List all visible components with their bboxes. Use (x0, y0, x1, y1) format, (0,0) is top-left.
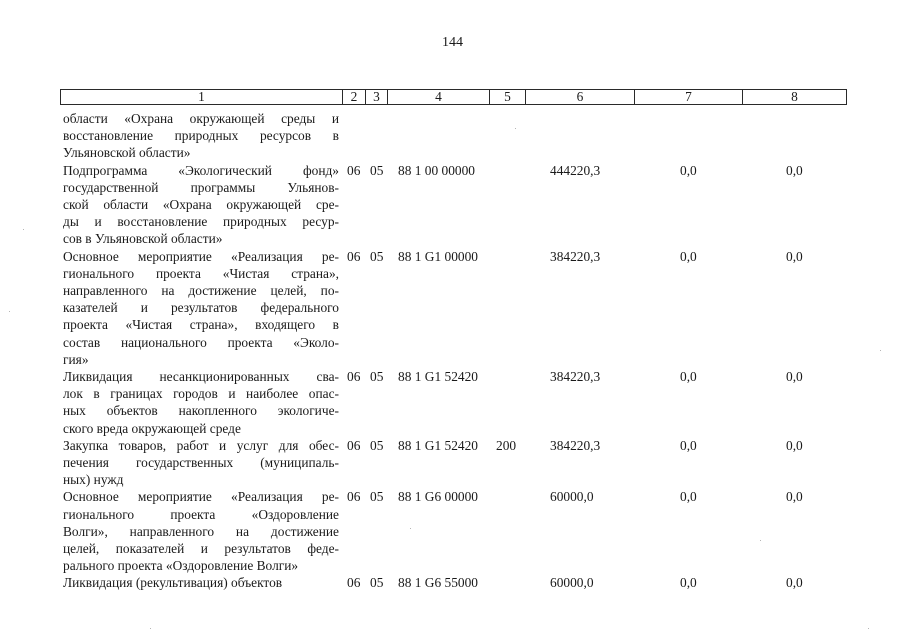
cell-col-6: 444220,3 (550, 162, 601, 178)
row-description (63, 574, 339, 591)
cell-col-7: 0,0 (680, 489, 697, 505)
cell-col-3: 05 (370, 248, 384, 264)
description-line: направленного на достижение целей, по- (63, 282, 339, 298)
cell-col-3: 05 (370, 489, 384, 505)
cell-col-6: 60000,0 (550, 489, 594, 505)
table-row (0, 574, 905, 591)
cell-col-7: 0,0 (680, 248, 697, 264)
header-col-3: 3 (373, 89, 380, 104)
table-row (0, 488, 905, 574)
table-row (0, 110, 905, 162)
cell-col-8: 0,0 (786, 248, 803, 264)
table-row (0, 437, 905, 489)
description-line: лок в границах городов и наиболее опас- (63, 386, 339, 402)
header-col-6: 6 (576, 89, 584, 104)
description-line: Основное мероприятие «Реализация ре- (63, 489, 339, 505)
header-col-2: 2 (350, 89, 358, 104)
header-col-4: 4 (435, 89, 442, 104)
description-line: целей, показателей и результатов феде- (63, 540, 339, 556)
cell-col-7: 0,0 (680, 575, 697, 591)
page-number: 144 (442, 35, 463, 50)
scan-speck (150, 628, 151, 629)
row-description (63, 437, 339, 489)
row-description (63, 368, 339, 437)
description-line: ской области «Охрана окружающей сре- (63, 196, 339, 212)
description-line: Основное мероприятие «Реализация ре- (63, 248, 339, 264)
description-line: Подпрограмма «Экологический фонд» (63, 162, 339, 178)
description-line: Ульяновской области» (63, 145, 191, 161)
cell-col-6: 384220,3 (550, 437, 601, 453)
cell-col-7: 0,0 (680, 162, 697, 178)
cell-col-3: 05 (370, 575, 384, 591)
row-description (63, 110, 339, 162)
cell-col-7: 0,0 (680, 437, 697, 453)
cell-col-3: 05 (370, 369, 384, 384)
scan-speck (760, 540, 761, 541)
description-line: рального проекта «Оздоровление Волги» (63, 558, 299, 574)
cell-col-8: 0,0 (786, 162, 803, 178)
cell-col-3: 05 (370, 437, 384, 453)
description-line: ных объектов накопленного экологиче- (63, 403, 339, 419)
description-line: ды и восстановление природных ресур- (63, 214, 339, 230)
description-line: Ликвидация (рекультивация) объектов (63, 575, 283, 591)
scan-speck (410, 528, 411, 529)
cell-col-7: 0,0 (680, 369, 697, 384)
cell-col-4: 88 1 G1 00000 (398, 248, 478, 264)
description-line: казателей и результатов федерального (63, 300, 339, 316)
cell-col-2: 06 (347, 575, 361, 591)
description-line: состав национального проекта «Эколо- (63, 334, 339, 350)
table-row (0, 162, 905, 248)
cell-col-2: 06 (347, 248, 361, 264)
table-row (0, 248, 905, 368)
cell-col-8: 0,0 (786, 575, 803, 591)
cell-col-5: 200 (496, 437, 517, 453)
header-col-1: 1 (198, 89, 205, 104)
scan-speck (515, 128, 516, 129)
description-line: проекта «Чистая страна», входящего в (63, 317, 339, 333)
cell-col-3: 05 (370, 162, 384, 178)
cell-col-2: 06 (347, 162, 361, 178)
description-line: восстановление природных ресурсов в (63, 128, 339, 144)
cell-col-6: 384220,3 (550, 369, 601, 384)
description-line: сов в Ульяновской области» (63, 231, 223, 247)
table-row (0, 368, 905, 437)
description-line: государственной программы Ульянов- (63, 179, 339, 195)
description-line: ского вреда окружающей среде (63, 420, 241, 436)
cell-col-4: 88 1 G1 52420 (398, 369, 478, 384)
scan-speck (23, 229, 24, 230)
cell-col-6: 384220,3 (550, 248, 601, 264)
header-col-7: 7 (685, 89, 692, 104)
cell-col-4: 88 1 G6 55000 (398, 575, 478, 591)
description-line: ных) нужд (63, 472, 124, 488)
cell-col-6: 60000,0 (550, 575, 594, 591)
cell-col-8: 0,0 (786, 369, 803, 384)
cell-col-4: 88 1 G1 52420 (398, 437, 478, 453)
row-description (63, 248, 339, 368)
description-line: гия» (63, 351, 89, 367)
description-line: области «Охрана окружающей среды и (63, 111, 339, 126)
description-line: Закупка товаров, работ и услуг для обес- (63, 437, 339, 453)
cell-col-2: 06 (347, 437, 361, 453)
scan-speck (880, 350, 881, 351)
cell-col-2: 06 (347, 489, 361, 505)
description-line: гионального проекта «Оздоровление (63, 506, 339, 522)
description-line: гионального проекта «Чистая страна», (63, 265, 339, 281)
description-line: печения государственных (муниципаль- (63, 454, 339, 470)
header-col-8: 8 (791, 89, 798, 104)
description-line: Волги», направленного на достижение (63, 523, 339, 539)
description-line: Ликвидация несанкционированных сва- (63, 369, 339, 384)
scan-speck (868, 628, 869, 629)
cell-col-4: 88 1 G6 00000 (398, 489, 478, 505)
row-description (63, 488, 339, 574)
row-description (63, 162, 339, 248)
cell-col-4: 88 1 00 00000 (398, 162, 475, 178)
cell-col-2: 06 (347, 369, 361, 384)
scan-speck (9, 311, 10, 312)
table-header-row (60, 89, 847, 105)
cell-col-8: 0,0 (786, 437, 803, 453)
cell-col-8: 0,0 (786, 489, 803, 505)
header-col-5: 5 (504, 89, 511, 104)
